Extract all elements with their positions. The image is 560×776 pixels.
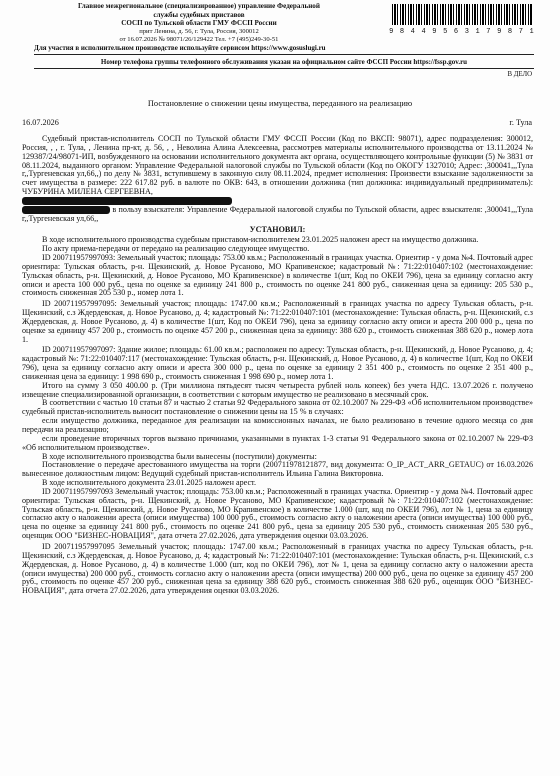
barcode-number: 9 8 4 4 9 5 6 3 1 7 9 8 7 1 xyxy=(389,28,535,36)
divider xyxy=(34,54,534,55)
paragraph: В ходе исполнительного документа 23.01.2025 наложен арест. xyxy=(42,478,256,488)
org-line-1: Главное межрегиональное (специализированное) управление Федеральной xyxy=(78,2,320,10)
divider xyxy=(34,68,534,69)
phone-line: Номер телефона группы телефонного обслуживания указан на официальном сайте ФССП России https://fssp.gov.ru xyxy=(100,58,468,66)
barcode-image xyxy=(392,4,532,25)
paragraph: По акту приема-передачи от передано на реализацию следующее имущество. xyxy=(42,244,310,254)
property-item: ID 200711957997093: Земельный участок; площадь: 753.00 кв.м.; Расположенный в границах участка. Ориентир - у дома №4. Почтовый адрес ориентира: Тульская область, р-н. Щекинский, д. Новое Русаново, МО Крапивенское; кадастровый №: 71:22:010407:102 (местонахождение: Тульская область, р-н. Щекинский, д. Новое Русаново, МО Крапивенское) в количестве 1(шт, Код по ОКЕИ 796), цена за единицу согласно акту описи и ареста 100 000 руб., цена по оценке за единицу 241 800 р., стоимость по оценке 241 800 руб., сниженная цена за единицу: 205 530 р., стоимость сниженная 205 530 р., номер лота 1. xyxy=(22,252,533,298)
paragraph: если имущество должника, переданное для реализации на комиссионных началах, не было реализовано в течение одного месяца со дня передачи на реализацию; xyxy=(22,416,533,434)
document-city: г. Тула xyxy=(509,118,532,127)
org-address: прит Ленина, д. 56, г. Тула, Россия, 300012 xyxy=(139,27,259,35)
property-item: ID 200711957997097: Здание жилое; площадь: 61.00 кв.м.; расположен по адресу: Тульская область, р-н. Щекинский, д. Новое Русаново, д. 4; кадастровый №: 71:22:010407:117 (местонахождение: Тульская область, р-н. Щекинский, д. Новое Русаново, д. 4) в количестве 1(шт, Код по ОКЕИ 796), цена за единицу согласно акту описи и ареста 300 000 р., цена по оценке за единицу 2 351 400 р., стоимость по оценке 2 351 400 р., сниженная цена за единицу: 1 998 690 р., стоимость сниженная 1 998 690 р., номер лота 1. xyxy=(22,345,533,381)
section-heading: УСТАНОВИЛ: xyxy=(249,225,306,235)
paragraph-claimant xyxy=(22,206,533,224)
gosuslugi-line: Для участия в исполнительном производстве используйте сервисом https://www.gosuslugi.ru xyxy=(34,44,326,52)
v-delo-mark: В ДЕЛО xyxy=(507,71,532,78)
property-item: ID 200711957997095: Земельный участок; площадь: 1747.00 кв.м.; Расположенный в границах участка по адресу Тульская область, р-н. Щекинский, с.з Ждердевская, д. Новое Русаново, д. 4; кадастровый №: 71:22:010407:101 (местонахождение: Тульская область, р-н. Щекинский, с.з Ждердевская, д. Новое Русаново, д. 4) в количестве 1(шт, Код по ОКЕИ 796), цена за единицу согласно акту описи и ареста 200 000 р., цена по оценке за единицу 457 200 р., стоимость по оценке 457 200 р., сниженная цена за единицу: 388 620 р., стоимость сниженная 388 620 р., номер лота 1. xyxy=(22,299,533,344)
document-body xyxy=(22,135,533,596)
document-date: 16.07.2026 xyxy=(22,118,59,127)
paragraph: Постановление о передаче арестованного имущества на торги (200711978121877, вид документа: O_IP_ACT_ARR_GETAUC) от 16.03.2026 вынесенное должностным лицом: Ведущий судебный пристав-исполнитель Ильина Галина Викторовна. xyxy=(22,460,533,479)
org-line-3: СОСП по Тульской области ГМУ ФССП России xyxy=(121,19,277,28)
paragraph: В ходе исполнительного производства были вынесены (поступили) документы: xyxy=(42,451,317,461)
paragraph: В соответствии с частью 10 статьи 87 и частью 2 статьи 92 Федерального закона от 02.10.2007 № 229-ФЗ «Об исполнительном производстве» судебный пристав-исполнитель выносит постановление о снижении цены на 15 % в случаях: xyxy=(22,398,533,417)
document-title: Постановление о снижении цены имущества, переданного на реализацию xyxy=(147,99,413,108)
org-line-2: службы судебных приставов xyxy=(153,10,245,19)
property-item: ID 200711957997093 Земельный участок; площадь: 753.00 кв.м.; Расположенный в границах участка. Ориентир - у дома №4. Почтовый адрес ориентира: Тульская область, р-н. Щекинский, д. Новое Русаново, МО Крапивенское; кадастровый №: 71:22:010407:102 (местонахождение: Тульская область, р-н. Щекинский, д. Новое Русаново, МО Крапивенское) в количестве 1.000 (шт, код по ОКЕИ 796), лот № 1, цена за единицу согласно акту о наложении ареста (описи имущества) 100 000 руб., стоимость согласно акту о наложении ареста (описи имущества) 100 000 руб., цена по оценке за единицу 241 800 руб., стоимость по оценке 241 800 руб., цена за единицу 205 530 руб., стоимость сниженная 205 530 руб., оценщик ООО "БИЗНЕС-НОВАЦИЯ", дата отчета 27.02.2026, дата утверждения оценки 03.03.2026. xyxy=(22,486,533,541)
org-header xyxy=(34,2,364,45)
paragraph-intro: Судебный пристав-исполнитель СОСП по Тульской области ГМУ ФССП России (Код по ВКСП: 98071), адрес подразделения: 300012, Россия, , , г. Тула, , Ленина пр-кт, д. 56, , , Неволина Алина Алексеевна, рассмотрев материалы исполнительного производства от 13.11.2024 № 129387/24/98071-ИП, возбужденного на основании исполнительного документа акт органа, осуществляющего контрольные функции (5) № 3831 от 08.11.2024, выданного органом: Управление Федеральной налоговой службы по Тульской области (Код по ОКОГУ 1327010; Адрес: ,300041,,,Тула г,,Тургеневская ул,66,,) по делу № 3831, вступившему в законную силу 08.11.2024, предмет исполнения: Произвести взыскание задолженности за счет имущества в размере: 222 617.82 руб. в валюте по ОКВ: 643, в отношении должника (тип должника: индивидуальный предприниматель): ЧУБУРИНА МИЛЕНА СЕРГЕЕВНА, xyxy=(22,134,533,197)
paragraph: если проведение вторичных торгов вызвано причинами, указанными в пунктах 1-3 статьи 91 Федерального закона от 02.10.2007 № 229-ФЗ «Об исполнительном производстве». xyxy=(22,433,533,452)
property-item: ID 200711957997095 Земельный участок; площадь: 1747.00 кв.м.; Расположенный в границах участка по адресу Тульская область, р-н. Щекинский, с.з Ждердевская, д. Новое Русаново, д. 4; кадастровый №: 71:22:010407:101 (местонахождение: Тульская область, р-н. Щекинский, с.з Ждердевская, д. Новое Русаново, д. 4) в количестве 1.000 (шт, код по ОКЕИ 796), лот № 1, цена за единицу согласно акту о наложении ареста (описи имущества) 200 000 руб., стоимость согласно акту о наложении ареста (описи имущества) 200 000 руб., цена по оценке за единицу 457 200 руб., стоимость по оценке 457 200 руб., сниженная цена за единицу 388 620 руб., стоимость сниженная 388 620 руб., оценщик ООО "БИЗНЕС-НОВАЦИЯ", дата отчета 27.02.2026, дата утверждения оценки 03.03.2026. xyxy=(22,541,533,596)
paragraph: Итого на сумму 3 050 400.00 р. (Три миллиона пятьдесят тысяч четыреста рублей ноль копеек) без учета НДС. 13.07.2026 г. получено извещение специализированной организации, в соответствии с которым имущество не реализовано в месячный срок. xyxy=(22,380,533,399)
paragraph: В ходе исполнительного производства судебным приставом-исполнителем 23.01.2025 наложен арест на имущество должника. xyxy=(42,235,479,245)
org-reg: от 16.07.2026 № 98071/26/129422 Тел. +7 (495)249-30-51 xyxy=(119,36,279,44)
claimant-text: в пользу взыскателя: Управление Федеральной налоговой службы по Тульской области, адрес взыскателя: ,300041,,,Тула г,,Тургеневская ул,66,, xyxy=(22,204,533,223)
